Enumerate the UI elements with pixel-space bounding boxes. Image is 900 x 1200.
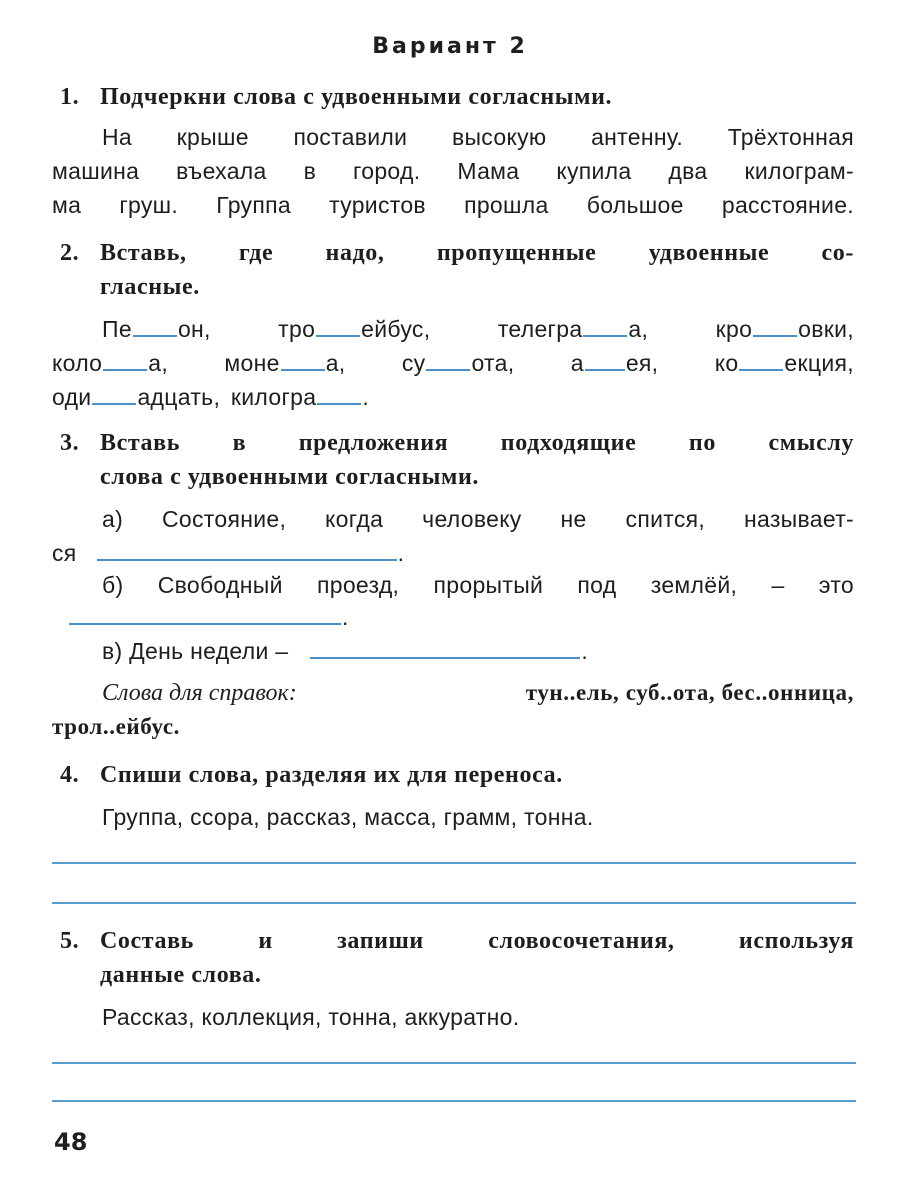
task-number: 4. — [60, 762, 80, 788]
fill-in-word: тро ейбус, — [278, 316, 431, 342]
answer-blank[interactable] — [103, 368, 147, 371]
answer-blank[interactable] — [316, 334, 360, 337]
fill-in-word: а ея, — [570, 350, 659, 376]
fill-in-word: моне а, — [224, 350, 346, 376]
page-number: 48 — [54, 1128, 88, 1156]
answer-blank[interactable] — [310, 656, 580, 659]
reference-words-line: тун..ель, суб..ота, бес..онница, — [525, 680, 854, 705]
writing-line[interactable] — [52, 902, 856, 904]
answer-blank[interactable] — [426, 368, 470, 371]
task-text-line: машина въехала в город. Мама купила два килограм- — [52, 158, 854, 184]
question-b-answer: . — [68, 604, 349, 631]
fill-in-word: килогра . — [230, 384, 370, 410]
task-instruction: данные слова. — [100, 962, 262, 988]
writing-line[interactable] — [52, 1062, 856, 1064]
task-instruction: Вставь в предложения подходящие по смыслу — [100, 430, 854, 456]
fill-in-word: ко екция, — [714, 350, 854, 376]
task-words: Группа, ссора, рассказ, масса, грамм, тонна. — [102, 804, 594, 830]
fill-in-row — [52, 384, 369, 411]
fill-in-word: су ота, — [401, 350, 515, 376]
question-c: в) День недели – . — [102, 638, 589, 664]
task-text-line: На крыше поставили высокую антенну. Трёхтонная — [102, 124, 854, 150]
fill-in-word: кро овки, — [715, 316, 854, 342]
question-a-text: а) Состояние, когда человеку не спится, называет- — [102, 506, 854, 532]
task-instruction: Спиши слова, разделяя их для переноса. — [100, 762, 563, 788]
reference-label: Слова для справок: — [102, 680, 297, 706]
task-number: 2. — [60, 240, 80, 266]
page-title: Вариант 2 — [372, 34, 528, 59]
question-b-text: б) Свободный проезд, прорытый под землёй, – это — [102, 572, 854, 598]
reference-words — [102, 680, 854, 707]
answer-blank[interactable] — [753, 334, 797, 337]
answer-blank[interactable] — [133, 334, 177, 337]
answer-blank[interactable] — [281, 368, 325, 371]
answer-blank[interactable] — [583, 334, 627, 337]
writing-line[interactable] — [52, 1100, 856, 1102]
answer-blank[interactable] — [97, 558, 397, 561]
task-instruction: слова с удвоенными согласными. — [100, 464, 479, 490]
task-number: 3. — [60, 430, 80, 456]
answer-blank[interactable] — [317, 402, 361, 405]
answer-blank[interactable] — [69, 622, 341, 625]
task-instruction: Вставь, где надо, пропущенные удвоенные со- — [100, 240, 854, 266]
fill-in-word: коло а, — [52, 350, 169, 376]
reference-words-line: трол..ейбус. — [52, 714, 181, 739]
answer-blank[interactable] — [585, 368, 625, 371]
task-instruction: Составь и запиши словосочетания, используя — [100, 928, 854, 954]
task-instruction: гласные. — [100, 274, 200, 300]
answer-blank[interactable] — [92, 402, 136, 405]
task-text-line: ма груш. Группа туристов прошла большое расстояние. — [52, 192, 854, 218]
answer-blank[interactable] — [739, 368, 783, 371]
fill-in-row — [52, 350, 854, 377]
task-words: Рассказ, коллекция, тонна, аккуратно. — [102, 1004, 520, 1030]
task-instruction: Подчеркни слова с удвоенными согласными. — [100, 84, 613, 110]
fill-in-word: телегра а, — [497, 316, 649, 342]
writing-line[interactable] — [52, 862, 856, 864]
task-number: 5. — [60, 928, 80, 954]
question-a-continuation: ся . — [52, 540, 405, 566]
fill-in-row — [102, 316, 854, 343]
fill-in-word: оди адцать, — [52, 384, 221, 410]
task-number: 1. — [60, 84, 80, 110]
fill-in-word: Пе он, — [102, 316, 211, 342]
